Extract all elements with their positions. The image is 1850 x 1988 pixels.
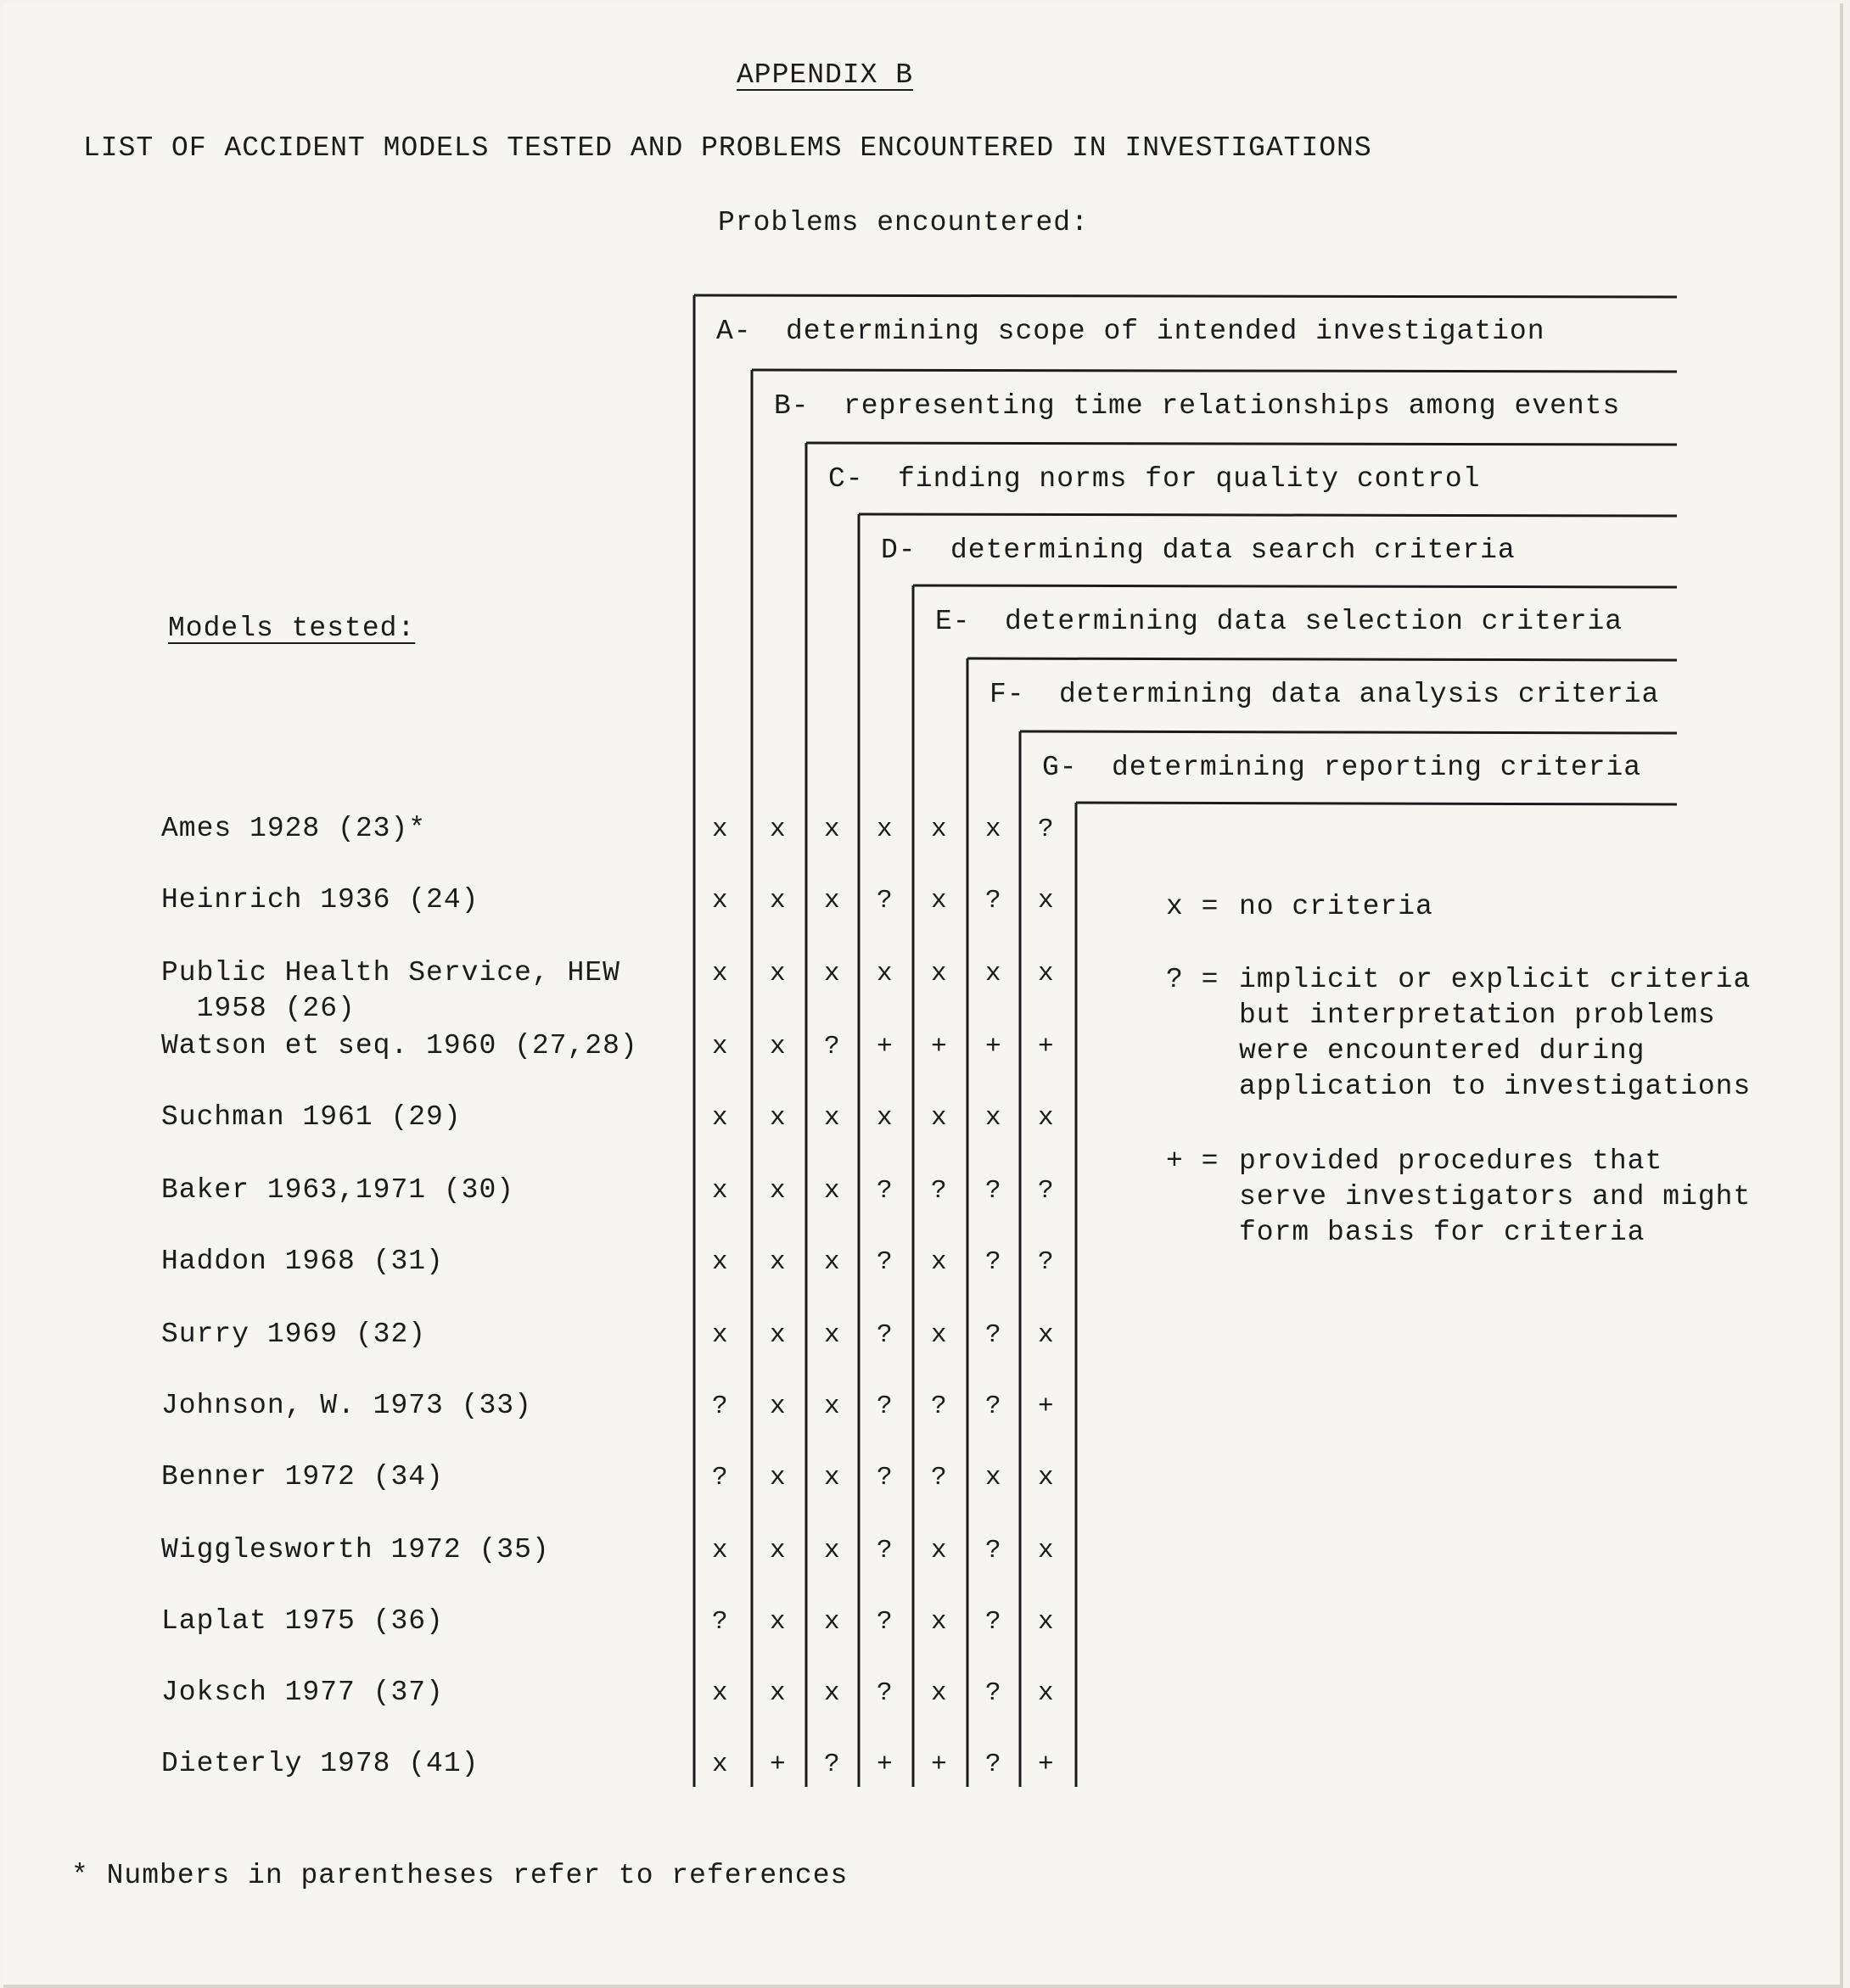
mark-cell: x [824,1607,841,1637]
mark-cell: x [712,1750,729,1779]
problem-letter-1: B- [774,390,810,422]
legend-symbol-1: ? = [1166,964,1219,995]
legend-text-2: serve investigators and might [1239,1181,1752,1212]
mark-cell: ? [712,1392,729,1421]
mark-cell: ? [877,1247,894,1277]
mark-cell: x [824,1247,841,1277]
mark-cell: x [770,1463,787,1492]
problem-text-1: representing time relationships among events [844,390,1621,422]
mark-cell: ? [985,886,1002,916]
mark-cell: ? [985,1607,1002,1637]
header-rule-1 [752,370,1677,372]
mark-cell: x [712,959,729,988]
problem-text-0: determining scope of intended investigation [786,316,1545,347]
model-name-1: Heinrich 1936 (24) [161,884,479,916]
mark-cell: + [1038,1032,1055,1061]
mark-cell: + [770,1750,787,1779]
mark-cell: ? [877,886,894,916]
mark-cell: x [1038,1536,1055,1565]
mark-cell: x [824,886,841,916]
mark-cell: x [931,1320,948,1350]
mark-cell: + [931,1032,948,1061]
mark-cell: x [770,1032,787,1061]
mark-cell: ? [877,1607,894,1637]
problem-letter-3: D- [881,535,917,566]
mark-cell: x [931,1536,948,1565]
problem-text-4: determining data selection criteria [1005,606,1623,637]
mark-cell: ? [931,1392,948,1421]
mark-cell: x [824,1392,841,1421]
mark-cell: x [712,1032,729,1061]
legend-text-1: but interpretation problems [1239,1000,1716,1031]
problem-letter-0: A- [716,316,752,347]
mark-cell: + [931,1750,948,1779]
mark-cell: x [712,886,729,916]
mark-cell: x [877,959,894,988]
mark-cell: x [712,1247,729,1277]
mark-cell: x [985,815,1002,844]
mark-cell: x [931,1103,948,1133]
mark-cell: ? [985,1320,1002,1350]
problem-text-3: determining data search criteria [950,535,1516,566]
mark-cell: x [824,1176,841,1206]
mark-cell: x [1038,1463,1055,1492]
model-name-7: Surry 1969 (32) [161,1319,427,1350]
model-name-10: Wigglesworth 1972 (35) [161,1534,550,1565]
header-rule-4 [913,585,1677,587]
problem-text-2: finding norms for quality control [898,463,1481,495]
mark-cell: x [824,1536,841,1565]
mark-cell: x [1038,1607,1055,1637]
mark-cell: x [824,959,841,988]
mark-cell: x [824,1103,841,1133]
problem-letter-5: F- [989,679,1025,710]
header-rule-base [1076,803,1677,804]
mark-cell: x [877,815,894,844]
mark-cell: ? [1038,815,1055,844]
appendix-title: APPENDIX B [737,59,914,91]
mark-cell: x [824,1463,841,1492]
mark-cell: ? [877,1463,894,1492]
mark-cell: x [770,1536,787,1565]
mark-cell: ? [824,1032,841,1061]
problem-letter-2: C- [828,463,864,495]
mark-cell: x [712,1536,729,1565]
mark-cell: x [1038,1103,1055,1133]
model-name-8: Johnson, W. 1973 (33) [161,1390,532,1421]
problem-letter-4: E- [935,606,971,637]
mark-cell: x [770,815,787,844]
mark-cell: x [931,1678,948,1708]
mark-cell: x [985,1463,1002,1492]
model-name-0: Ames 1928 (23)* [161,813,427,844]
legend-text-2: provided procedures that [1239,1145,1663,1177]
problem-letter-6: G- [1042,752,1078,783]
mark-cell: + [985,1032,1002,1061]
model-name-cont-2: 1958 (26) [161,993,356,1024]
mark-cell: x [931,959,948,988]
mark-cell: x [824,1678,841,1708]
mark-cell: ? [877,1536,894,1565]
mark-cell: x [770,886,787,916]
legend-text-0: no criteria [1239,891,1433,922]
mark-cell: x [1038,1678,1055,1708]
header-rule-5 [967,658,1677,660]
model-name-5: Baker 1963,1971 (30) [161,1174,515,1206]
mark-cell: + [877,1032,894,1061]
mark-cell: x [770,1176,787,1206]
mark-cell: x [712,1678,729,1708]
problem-text-6: determining reporting criteria [1112,752,1642,783]
mark-cell: x [770,1103,787,1133]
legend-text-1: application to investigations [1239,1071,1752,1102]
models-label: Models tested: [168,613,416,644]
mark-cell: x [770,1247,787,1277]
footnote: * Numbers in parentheses refer to references [71,1860,849,1891]
legend-symbol-2: + = [1166,1145,1219,1177]
appendix-subtitle: LIST OF ACCIDENT MODELS TESTED AND PROBLEMS ENCOUNTERED IN INVESTIGATIONS [83,132,1372,164]
mark-cell: x [824,815,841,844]
header-rule-3 [859,514,1677,516]
header-rule-2 [806,443,1677,445]
mark-cell: x [1038,1320,1055,1350]
legend-text-2: form basis for criteria [1239,1217,1645,1248]
model-name-11: Laplat 1975 (36) [161,1605,444,1637]
mark-cell: ? [877,1176,894,1206]
mark-cell: x [824,1320,841,1350]
mark-cell: ? [712,1463,729,1492]
mark-cell: x [931,886,948,916]
mark-cell: x [931,1247,948,1277]
mark-cell: ? [931,1176,948,1206]
mark-cell: ? [877,1678,894,1708]
model-name-3: Watson et seq. 1960 (27,28) [161,1030,638,1061]
mark-cell: x [931,815,948,844]
mark-cell: x [712,1320,729,1350]
model-name-13: Dieterly 1978 (41) [161,1748,479,1779]
mark-cell: ? [712,1607,729,1637]
mark-cell: ? [931,1463,948,1492]
problem-text-5: determining data analysis criteria [1059,679,1660,710]
model-name-6: Haddon 1968 (31) [161,1246,444,1277]
mark-cell: ? [985,1536,1002,1565]
mark-cell: x [712,1176,729,1206]
mark-cell: ? [1038,1176,1055,1206]
header-rule-0 [694,295,1677,297]
mark-cell: x [712,815,729,844]
mark-cell: ? [985,1176,1002,1206]
mark-cell: ? [877,1320,894,1350]
mark-cell: x [712,1103,729,1133]
mark-cell: ? [985,1678,1002,1708]
mark-cell: x [1038,886,1055,916]
mark-cell: x [1038,959,1055,988]
model-name-2: Public Health Service, HEW [161,957,620,988]
legend-symbol-0: x = [1166,891,1219,922]
mark-cell: x [770,1392,787,1421]
model-name-4: Suchman 1961 (29) [161,1101,462,1133]
mark-cell: + [1038,1750,1055,1779]
mark-cell: + [877,1750,894,1779]
legend-text-1: were encountered during [1239,1035,1645,1067]
mark-cell: x [770,1320,787,1350]
mark-cell: x [931,1607,948,1637]
problems-label: Problems encountered: [718,207,1089,238]
model-name-9: Benner 1972 (34) [161,1461,444,1492]
mark-cell: x [985,959,1002,988]
mark-cell: x [770,959,787,988]
header-rule-6 [1020,731,1677,733]
mark-cell: ? [985,1247,1002,1277]
mark-cell: x [877,1103,894,1133]
mark-cell: ? [1038,1247,1055,1277]
mark-cell: ? [985,1392,1002,1421]
mark-cell: x [770,1678,787,1708]
mark-cell: ? [877,1392,894,1421]
mark-cell: ? [985,1750,1002,1779]
legend-text-1: implicit or explicit criteria [1239,964,1752,995]
mark-cell: + [1038,1392,1055,1421]
mark-cell: x [985,1103,1002,1133]
mark-cell: ? [824,1750,841,1779]
model-name-12: Joksch 1977 (37) [161,1677,444,1708]
mark-cell: x [770,1607,787,1637]
